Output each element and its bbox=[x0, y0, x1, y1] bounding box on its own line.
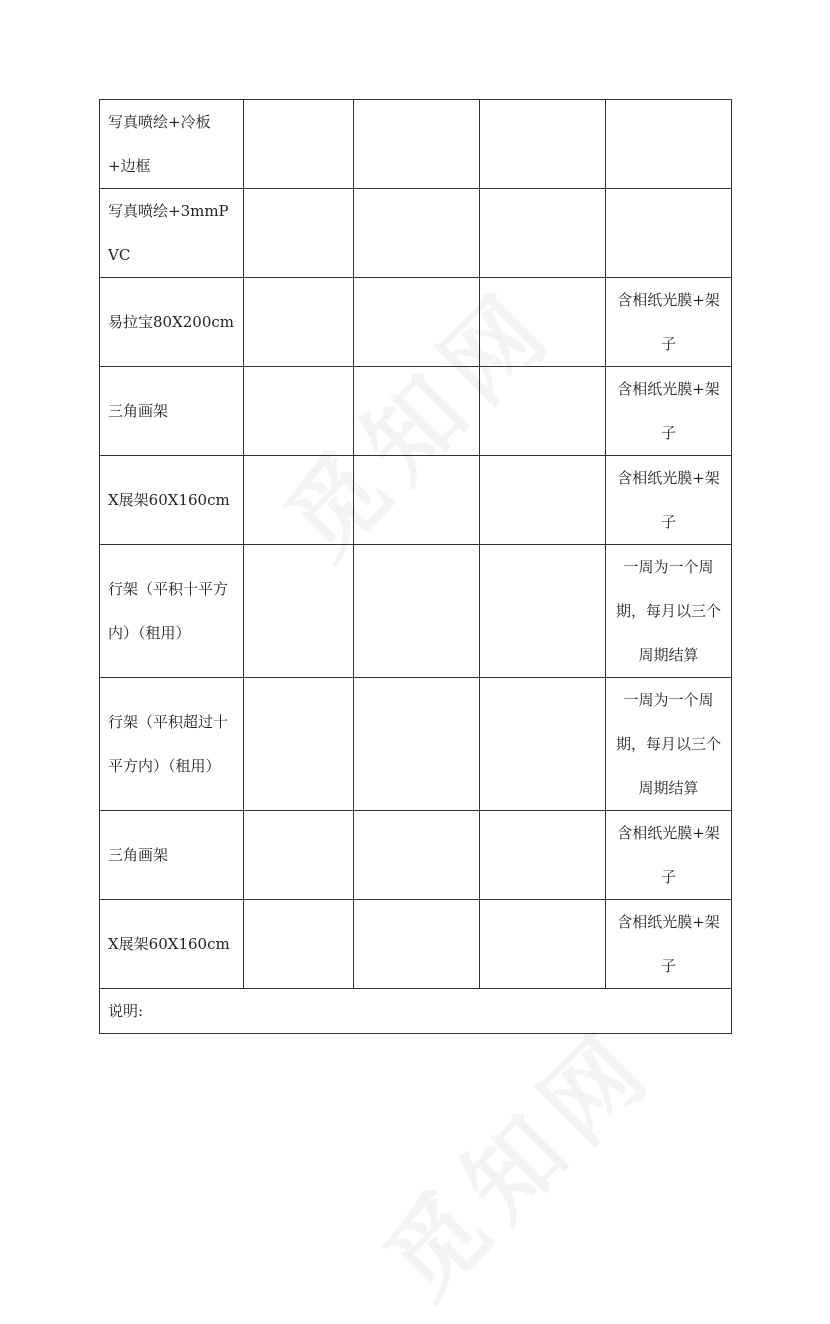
item-name-cell: 三角画架 bbox=[100, 811, 244, 900]
empty-cell bbox=[354, 100, 480, 189]
note-cell: 一周为一个周期，每月以三个周期结算 bbox=[606, 678, 732, 811]
empty-cell bbox=[354, 811, 480, 900]
remark-row bbox=[100, 989, 732, 1034]
empty-cell bbox=[480, 100, 606, 189]
empty-cell bbox=[480, 456, 606, 545]
empty-cell bbox=[354, 678, 480, 811]
table-row bbox=[100, 456, 732, 545]
note-cell bbox=[606, 100, 732, 189]
item-name-cell: 三角画架 bbox=[100, 367, 244, 456]
empty-cell bbox=[244, 811, 354, 900]
item-name-cell: 行架（平积超过十平方内）（租用） bbox=[100, 678, 244, 811]
table-row bbox=[100, 189, 732, 278]
item-name-cell: 写真喷绘+3mmPVC bbox=[100, 189, 244, 278]
empty-cell bbox=[480, 278, 606, 367]
empty-cell bbox=[244, 189, 354, 278]
note-cell bbox=[606, 189, 732, 278]
empty-cell bbox=[244, 678, 354, 811]
note-cell: 一周为一个周期，每月以三个周期结算 bbox=[606, 545, 732, 678]
empty-cell bbox=[244, 545, 354, 678]
item-name-cell: X展架60X160cm bbox=[100, 456, 244, 545]
empty-cell bbox=[244, 456, 354, 545]
table-row bbox=[100, 678, 732, 811]
empty-cell bbox=[244, 278, 354, 367]
table-row bbox=[100, 811, 732, 900]
empty-cell bbox=[480, 367, 606, 456]
note-cell: 含相纸光膜+架子 bbox=[606, 900, 732, 989]
empty-cell bbox=[354, 189, 480, 278]
empty-cell bbox=[480, 545, 606, 678]
item-name-cell: 写真喷绘+冷板+边框 bbox=[100, 100, 244, 189]
empty-cell bbox=[244, 100, 354, 189]
table-row bbox=[100, 278, 732, 367]
price-table bbox=[99, 99, 732, 1034]
empty-cell bbox=[480, 678, 606, 811]
empty-cell bbox=[354, 900, 480, 989]
watermark bbox=[350, 993, 680, 1323]
table-row bbox=[100, 545, 732, 678]
empty-cell bbox=[480, 811, 606, 900]
empty-cell bbox=[480, 900, 606, 989]
note-cell: 含相纸光膜+架子 bbox=[606, 811, 732, 900]
note-cell: 含相纸光膜+架子 bbox=[606, 456, 732, 545]
empty-cell bbox=[244, 367, 354, 456]
empty-cell bbox=[354, 456, 480, 545]
table-row bbox=[100, 367, 732, 456]
item-name-cell: 行架（平积十平方内）（租用） bbox=[100, 545, 244, 678]
empty-cell bbox=[354, 367, 480, 456]
remark-label: 说明: bbox=[100, 989, 732, 1034]
note-cell: 含相纸光膜+架子 bbox=[606, 367, 732, 456]
item-name-cell: 易拉宝80X200cm bbox=[100, 278, 244, 367]
empty-cell bbox=[480, 189, 606, 278]
empty-cell bbox=[354, 545, 480, 678]
table-row bbox=[100, 100, 732, 189]
empty-cell bbox=[354, 278, 480, 367]
note-cell: 含相纸光膜+架子 bbox=[606, 278, 732, 367]
item-name-cell: X展架60X160cm bbox=[100, 900, 244, 989]
table-row bbox=[100, 900, 732, 989]
empty-cell bbox=[244, 900, 354, 989]
